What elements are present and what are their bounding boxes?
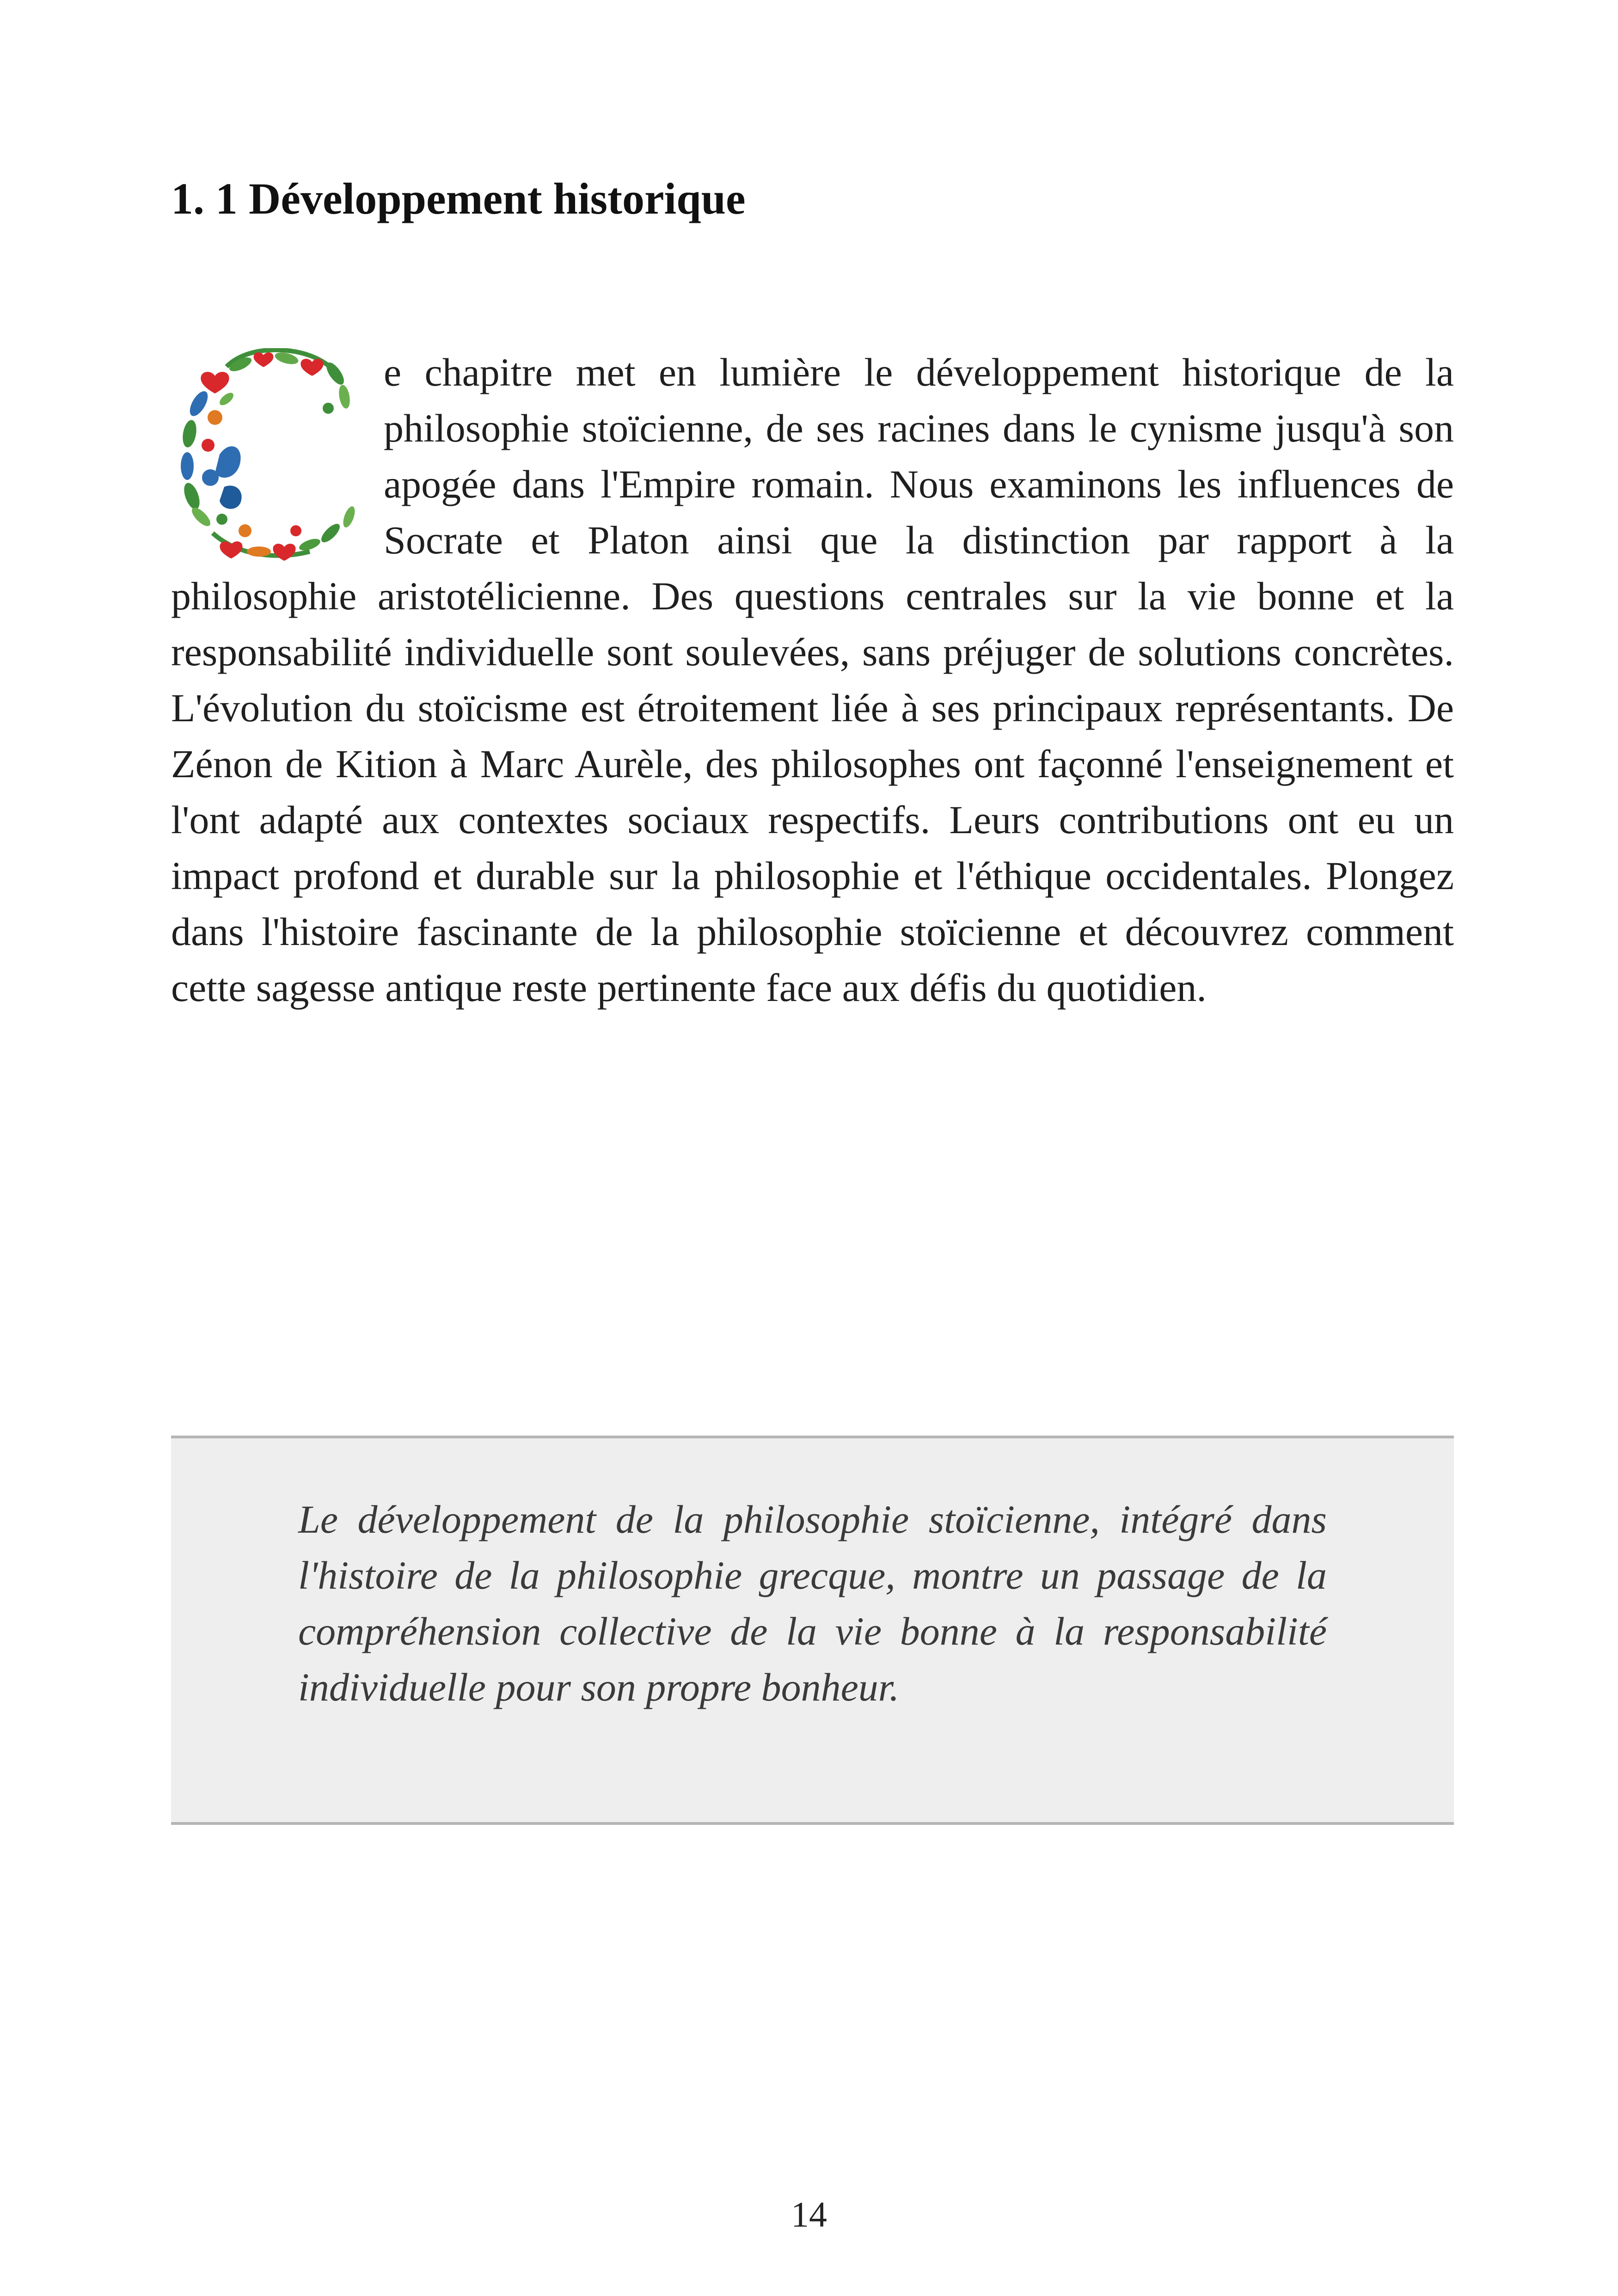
initial-c-ornaments xyxy=(181,350,357,561)
section-heading: 1. 1 Développement historique xyxy=(171,174,746,223)
decorated-initial-c-icon xyxy=(171,348,365,565)
intro-paragraph xyxy=(171,344,1454,1016)
intro-paragraph-text: e chapitre met en lumière le développement historique de la philosophie stoïcienne, de ses racines dans le cynisme jusqu'à son apogée dans l'Empire romain. Nous examinons les influences de Socrate et Platon ainsi que la distinction par rapport à la philosophie aristotélicienne. Des questions centrales sur la vie bonne et la responsabilité individuelle sont soulevées, sans préjuger de solutions concrètes. L'évolution du stoïcisme est étroitement liée à ses principaux représentants. De Zénon de Kition à Marc Aurèle, des philosophes ont façonné l'enseignement et l'ont adapté aux contextes sociaux respectifs. Leurs contributions ont eu un impact profond et durable sur la philosophie et l'éthique occidentales. Plongez dans l'histoire fascinante de la philosophie stoïcienne et découvrez comment cette sagesse antique reste pertinente face aux défis du quotidien. xyxy=(171,350,1454,1010)
pull-quote-text: Le développement de la philosophie stoïcienne, intégré dans l'histoire de la philosophie grecque, montre un passage de la compréhension collective de la vie bonne à la responsabilité individuelle pour son propre bonheur. xyxy=(298,1497,1327,1709)
page-number: 14 xyxy=(791,2194,827,2235)
pull-quote-box xyxy=(171,1436,1454,1825)
